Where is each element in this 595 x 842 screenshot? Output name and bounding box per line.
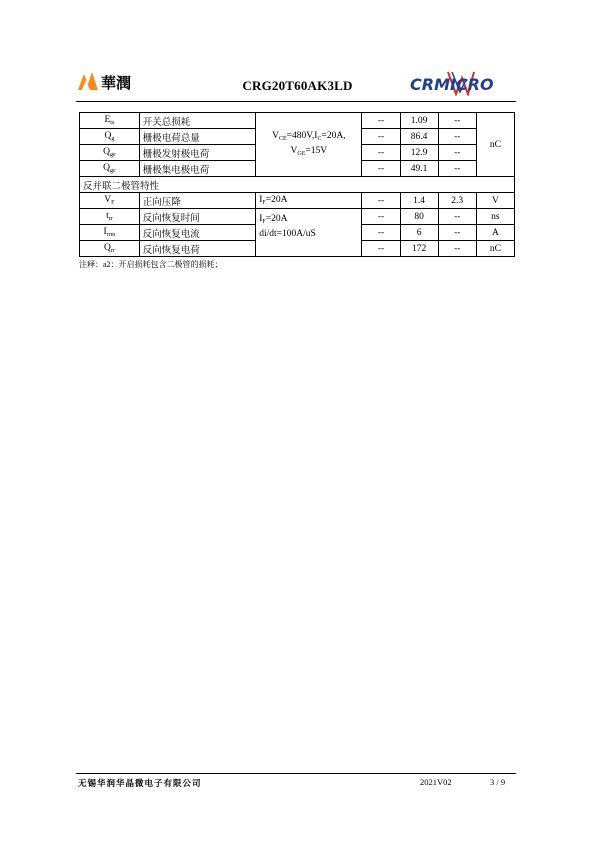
parameter-name: 反向恢复电荷 bbox=[139, 241, 255, 257]
parameter-name: 栅极电荷总量 bbox=[139, 129, 255, 145]
document-title: CRG20T60AK3LD bbox=[242, 78, 353, 93]
table-row bbox=[80, 209, 515, 225]
parameter-name: 正向压降 bbox=[139, 193, 255, 209]
max-value: -- bbox=[438, 129, 476, 145]
min-value: -- bbox=[362, 241, 400, 257]
max-value: -- bbox=[438, 225, 476, 241]
parameter-name: 开关总损耗 bbox=[139, 113, 255, 129]
min-value: -- bbox=[362, 193, 400, 209]
typ-value: 80 bbox=[400, 209, 438, 225]
min-value: -- bbox=[362, 225, 400, 241]
test-condition-cell: $I_F=20A$ bbox=[256, 193, 362, 209]
max-value: -- bbox=[438, 209, 476, 225]
max-value: -- bbox=[438, 241, 476, 257]
max-value: -- bbox=[438, 161, 476, 177]
unit-cell: V bbox=[476, 193, 514, 209]
max-value: -- bbox=[438, 145, 476, 161]
test-condition-cell: $I_F=20A$ di/dt=100A/uS bbox=[256, 209, 362, 257]
parameter-name: 栅极集电极电荷 bbox=[139, 161, 255, 177]
parameter-name: 栅极发射极电荷 bbox=[139, 145, 255, 161]
symbol-cell: $Q_{rr}$ bbox=[80, 241, 140, 257]
section-title: 反并联二极管特性 bbox=[80, 177, 515, 193]
company-name: 无锡华润华晶微电子有限公司 bbox=[78, 779, 202, 789]
header-rule bbox=[76, 101, 516, 102]
symbol-cell: $E_{ts}$ bbox=[80, 113, 140, 129]
symbol-cell: $Q_g$ bbox=[80, 129, 140, 145]
unit-cell: nC bbox=[476, 241, 514, 257]
symbol-cell: $Q_{gc}$ bbox=[80, 161, 140, 177]
typ-value: 172 bbox=[400, 241, 438, 257]
table-row bbox=[80, 193, 515, 209]
symbol-cell: $t_{rr}$ bbox=[80, 209, 140, 225]
crmicro-logo-text: CRMICRO bbox=[410, 75, 494, 94]
typ-value: 49.1 bbox=[400, 161, 438, 177]
document-version: 2021V02 bbox=[420, 777, 452, 787]
table-row bbox=[80, 113, 515, 129]
test-condition-cell: $V_{CE}=480V,I_C=20A$, $V_{GE}=15V$ bbox=[256, 113, 362, 177]
symbol-cell: $Q_{ge}$ bbox=[80, 145, 140, 161]
crmicro-logo bbox=[410, 70, 516, 96]
unit-cell: A bbox=[476, 225, 514, 241]
unit-cell: ns bbox=[476, 209, 514, 225]
huarun-logo-text: 華潤 bbox=[101, 74, 132, 92]
min-value: -- bbox=[362, 129, 400, 145]
min-value: -- bbox=[362, 145, 400, 161]
page-number: 3 / 9 bbox=[490, 777, 506, 787]
symbol-cell: $V_F$ bbox=[80, 193, 140, 209]
max-value: -- bbox=[438, 113, 476, 129]
unit-cell: nC bbox=[476, 113, 514, 177]
footnote: 注释：a2：开启损耗包含二极管的损耗； bbox=[79, 260, 223, 269]
parameter-name: 反向恢复时间 bbox=[139, 209, 255, 225]
parameter-name: 反向恢复电流 bbox=[139, 225, 255, 241]
max-value: 2.3 bbox=[438, 193, 476, 209]
typ-value: 86.4 bbox=[400, 129, 438, 145]
typ-value: 1.4 bbox=[400, 193, 438, 209]
min-value: -- bbox=[362, 161, 400, 177]
symbol-cell: $I_{rrm}$ bbox=[80, 225, 140, 241]
typ-value: 1.09 bbox=[400, 113, 438, 129]
section-row bbox=[80, 177, 515, 193]
footer-rule bbox=[76, 773, 516, 774]
spec-table bbox=[79, 112, 515, 257]
typ-value: 6 bbox=[400, 225, 438, 241]
min-value: -- bbox=[362, 113, 400, 129]
typ-value: 12.9 bbox=[400, 145, 438, 161]
min-value: -- bbox=[362, 209, 400, 225]
